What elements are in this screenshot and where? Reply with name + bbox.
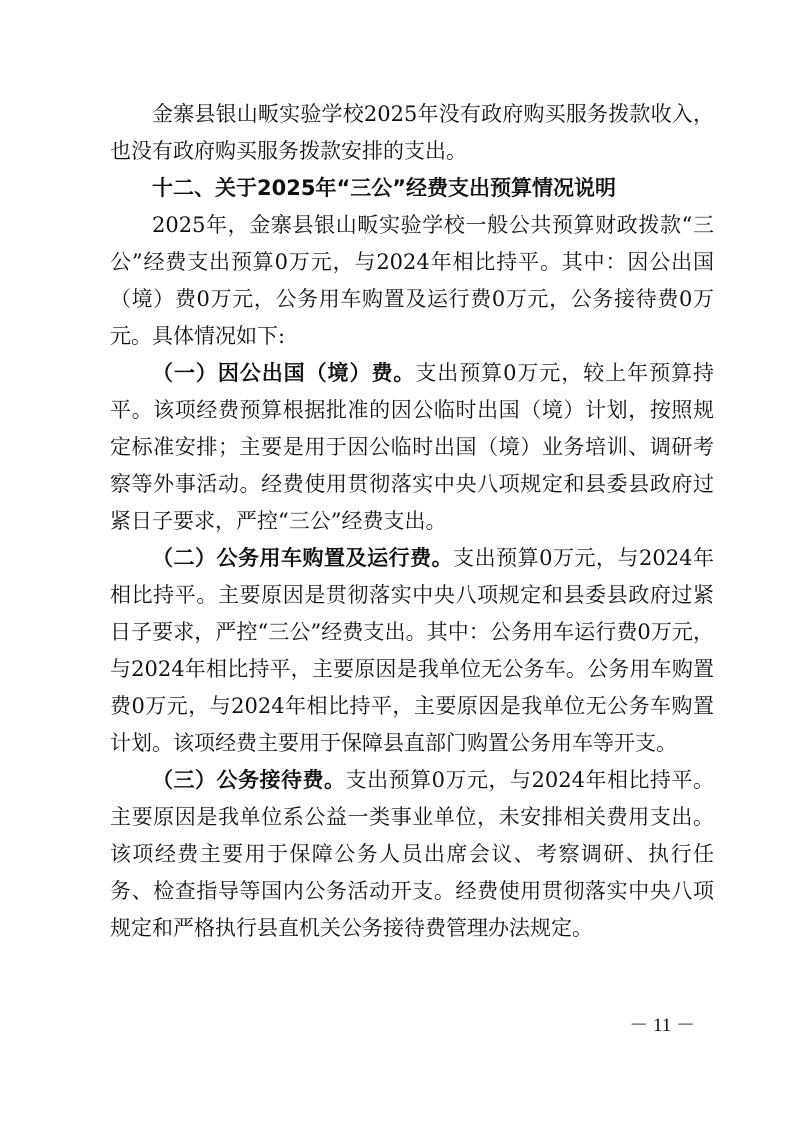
paragraph-purchase-services: 金寨县银山畈实验学校2025年没有政府购买服务拨款收入，也没有政府购买服务拨款安排的支出。 [110,102,714,163]
paragraph-official-vehicles [110,540,714,762]
paragraph-overseas-travel [110,355,714,540]
paragraph-three-public-summary: 2025年，金寨县银山畈实验学校一般公共预算财政拨款“三公”经费支出预算0万元，与2024年相比持平。其中：因公出国（境）费0万元，公务用车购置及运行费0万元，公务接待费0万元。具体情况如下: [110,213,714,348]
official-reception-body: 支出预算0万元，与2024年相比持平。主要原因是我单位系公益一类事业单位，未安排相关费用支出。该项经费主要用于保障公务人员出席会议、考察调研、执行任务、检查指导等国内公务活动开支。经费使用贯彻落实中央八项规定和严格执行县直机关公务接待费管理办法规定。 [110,768,714,940]
subheading-overseas-travel: （一）因公出国（境）费。 [152,361,416,385]
overseas-travel-body: 支出预算0万元，较上年预算持平。该项经费预算根据批准的因公临时出国（境）计划，按照规定标准安排；主要是用于因公临时出国（境）业务培训、调研考察等外事活动。经费使用贯彻落实中央八项规定和县委县政府过紧日子要求，严控“三公”经费支出。 [110,361,714,533]
page-number: － 11 － [629,1015,695,1036]
paragraph-official-reception [110,762,714,947]
subheading-official-vehicles: （二）公务用车购置及运行费。 [152,546,454,570]
official-vehicles-body: 支出预算0万元，与2024年相比持平。主要原因是贯彻落实中央八项规定和县委县政府过紧日子要求，严控“三公”经费支出。其中：公务用车运行费0万元，与2024年相比持平，主要原因是我单位无公务车。公务用车购置费0万元，与2024年相比持平，主要原因是我单位无公务车购置计划。该项经费主要用于保障县直部门购置公务用车等开支。 [110,546,714,755]
body-text [110,96,714,947]
subheading-official-reception: （三）公务接待费。 [152,768,346,792]
section-heading-three-public: 十二、关于2025年“三公”经费支出预算情况说明 [152,176,617,200]
